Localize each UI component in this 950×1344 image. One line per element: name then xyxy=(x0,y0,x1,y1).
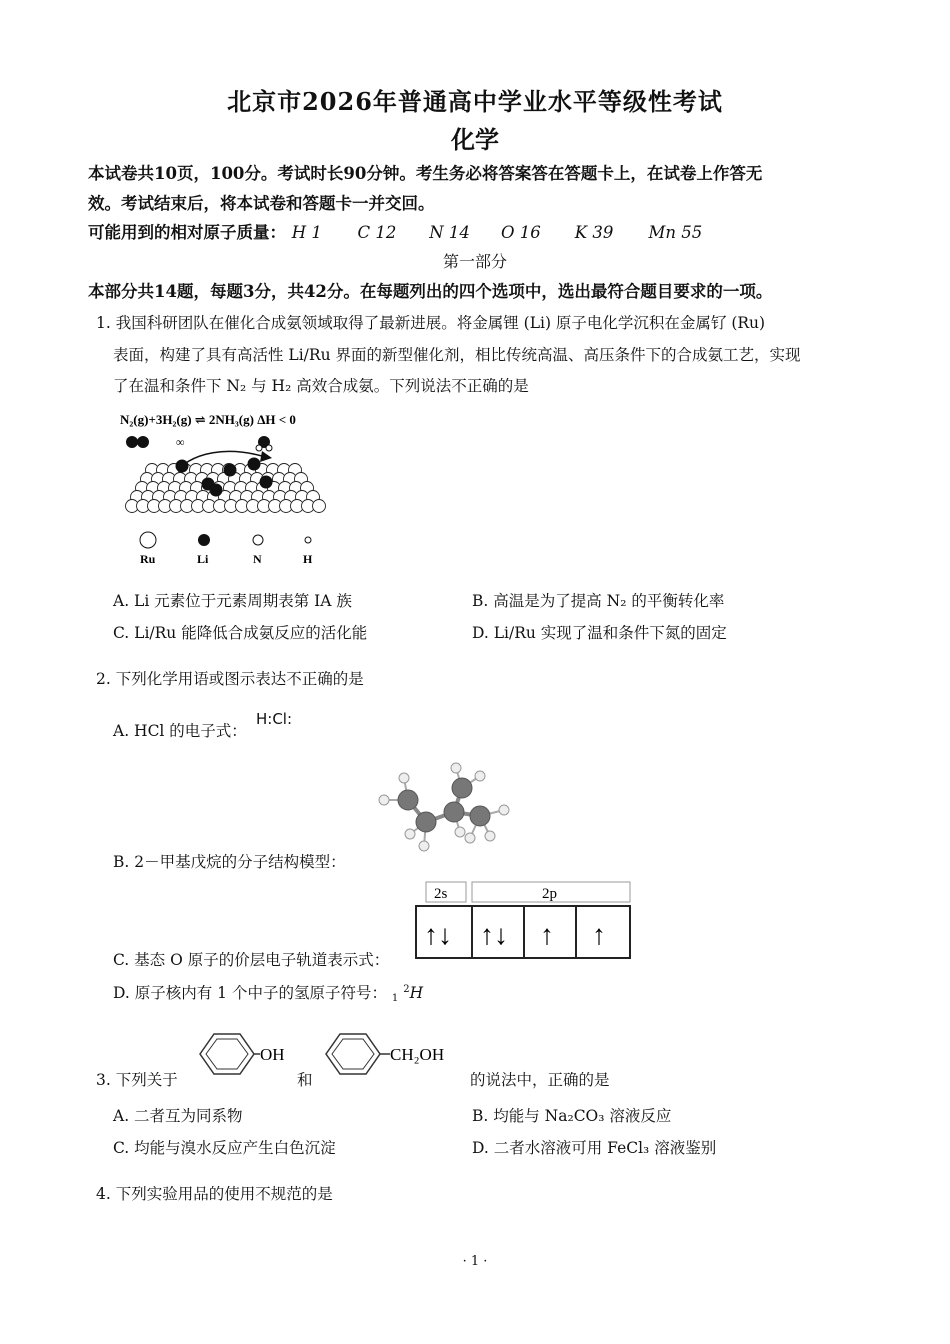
atomic-mass-o: O 16 xyxy=(501,223,541,242)
hydrogen-mass-number: 2 xyxy=(403,984,410,995)
legend-n-symbol xyxy=(253,535,263,545)
phenol-oh-group: OH xyxy=(260,1045,285,1064)
h2-symbol: ∞ xyxy=(176,435,185,449)
atomic-mass-label: 可能用到的相对原子质量： xyxy=(88,223,286,242)
q3-option-b: B. 均能与 Na₂CO₃ 溶液反应 xyxy=(472,1107,672,1125)
n2-atom xyxy=(126,436,138,448)
q3-pre: 3. 下列关于 xyxy=(96,1071,178,1089)
hydrogen-symbol: H xyxy=(409,984,424,1002)
atomic-mass-line xyxy=(88,219,719,243)
ru-atom xyxy=(313,500,326,513)
q2-option-c: C. 基态 O 原子的价层电子轨道表示式： xyxy=(113,951,390,969)
q3-post: 的说法中，正确的是 xyxy=(470,1071,610,1089)
q1-line2: 表面，构建了具有高活性 Li/Ru 界面的新型催化剂，相比传统高温、高压条件下的合成氨工艺，实现 xyxy=(113,346,801,364)
q1-option-c: C. Li/Ru 能降低合成氨反应的活化能 xyxy=(113,624,368,642)
legend-ru-symbol xyxy=(140,532,156,548)
nh3-h-atom xyxy=(256,445,262,451)
li-atom xyxy=(248,458,261,471)
part-heading: 第一部分 xyxy=(442,252,507,271)
li-atom xyxy=(260,476,273,489)
benzyl-alcohol-structure xyxy=(318,1030,470,1084)
page-number: · 1 · xyxy=(462,1254,488,1269)
li-atom xyxy=(224,464,237,477)
methylpentane-model xyxy=(370,758,520,858)
subject-title: 化学 xyxy=(451,125,499,154)
q3-option-a: A. 二者互为同系物 xyxy=(113,1107,243,1125)
atomic-mass-k: K 39 xyxy=(574,223,614,242)
q2-option-b: B. 2－甲基戊烷的分子结构模型： xyxy=(113,853,346,871)
instructions-line1: 本试卷共10页，100分。考试时长90分钟。考生务必将答案答在答题卡上，在试卷上作答无 xyxy=(88,164,763,183)
q1-catalyst-figure xyxy=(112,408,360,570)
oxygen-orbital-diagram xyxy=(410,880,632,962)
atomic-mass-mn: Mn 55 xyxy=(648,223,703,242)
n2-atom xyxy=(137,436,149,448)
part-intro: 本部分共14题，每题3分，共42分。在每题列出的四个选项中，选出最符合题目要求的一项。 xyxy=(88,282,773,301)
q2-option-a: A. HCl 的电子式： xyxy=(113,722,247,740)
orbital-2p-box-2: ↑ xyxy=(540,920,554,951)
q2-option-d xyxy=(113,981,423,1004)
legend-li-symbol xyxy=(198,534,210,546)
q3-option-d: D. 二者水溶液可用 FeCl₃ 溶液鉴别 xyxy=(472,1139,717,1157)
legend-h-symbol xyxy=(305,537,311,543)
legend-ru-label: Ru xyxy=(140,552,156,566)
reaction-arrowhead xyxy=(260,451,272,462)
q3-and: 和 xyxy=(297,1071,313,1089)
hcl-electron-formula: H:Cl: xyxy=(256,710,293,728)
atomic-mass-h: H 1 xyxy=(291,223,322,242)
legend-h-label: H xyxy=(303,552,313,566)
q2-option-d-text: D. 原子核内有 1 个中子的氢原子符号： xyxy=(113,984,387,1002)
li-atom xyxy=(176,460,189,473)
nh3-h-atom xyxy=(266,445,272,451)
q1-equation: N₂(g)+3H₂(g) ⇌ 2NH₃(g) ΔH < 0 xyxy=(120,412,296,427)
benzyl-ch2oh-group: CH₂OH xyxy=(390,1045,445,1064)
orbital-label-2s: 2s xyxy=(434,886,448,902)
q1-option-b: B. 高温是为了提高 N₂ 的平衡转化率 xyxy=(472,592,725,610)
legend-n-label: N xyxy=(253,552,262,566)
q1-option-a: A. Li 元素位于元素周期表第 IA 族 xyxy=(113,592,352,610)
li-atom xyxy=(210,484,223,497)
orbital-2p-box-1: ↑↓ xyxy=(480,920,508,951)
q1-line3: 了在温和条件下 N₂ 与 H₂ 高效合成氨。下列说法不正确的是 xyxy=(113,377,529,395)
ru-surface xyxy=(126,458,326,513)
q1-line1: 1. 我国科研团队在催化合成氨领域取得了最新进展。将金属锂 (Li) 原子电化学沉积在金属钌 (Ru) xyxy=(96,314,766,332)
q2-stem: 2. 下列化学用语或图示表达不正确的是 xyxy=(96,670,364,688)
orbital-label-2p: 2p xyxy=(542,886,557,902)
q4-stem: 4. 下列实验用品的使用不规范的是 xyxy=(96,1185,333,1203)
instructions-line2: 效。考试结束后，将本试卷和答题卡一并交回。 xyxy=(88,194,435,213)
orbital-2p-box-3: ↑ xyxy=(592,920,606,951)
atomic-mass-c: C 12 xyxy=(357,223,397,242)
exam-title: 北京市2026年普通高中学业水平等级性考试 xyxy=(227,87,723,116)
hydrogen-atomic-number: 1 xyxy=(391,993,399,1004)
atomic-mass-n: N 14 xyxy=(429,223,470,242)
legend-li-label: Li xyxy=(197,552,209,566)
orbital-2s-box: ↑↓ xyxy=(424,920,452,951)
q1-option-d: D. Li/Ru 实现了温和条件下氮的固定 xyxy=(472,624,727,642)
q3-option-c: C. 均能与溴水反应产生白色沉淀 xyxy=(113,1139,336,1157)
phenol-structure xyxy=(192,1030,294,1084)
